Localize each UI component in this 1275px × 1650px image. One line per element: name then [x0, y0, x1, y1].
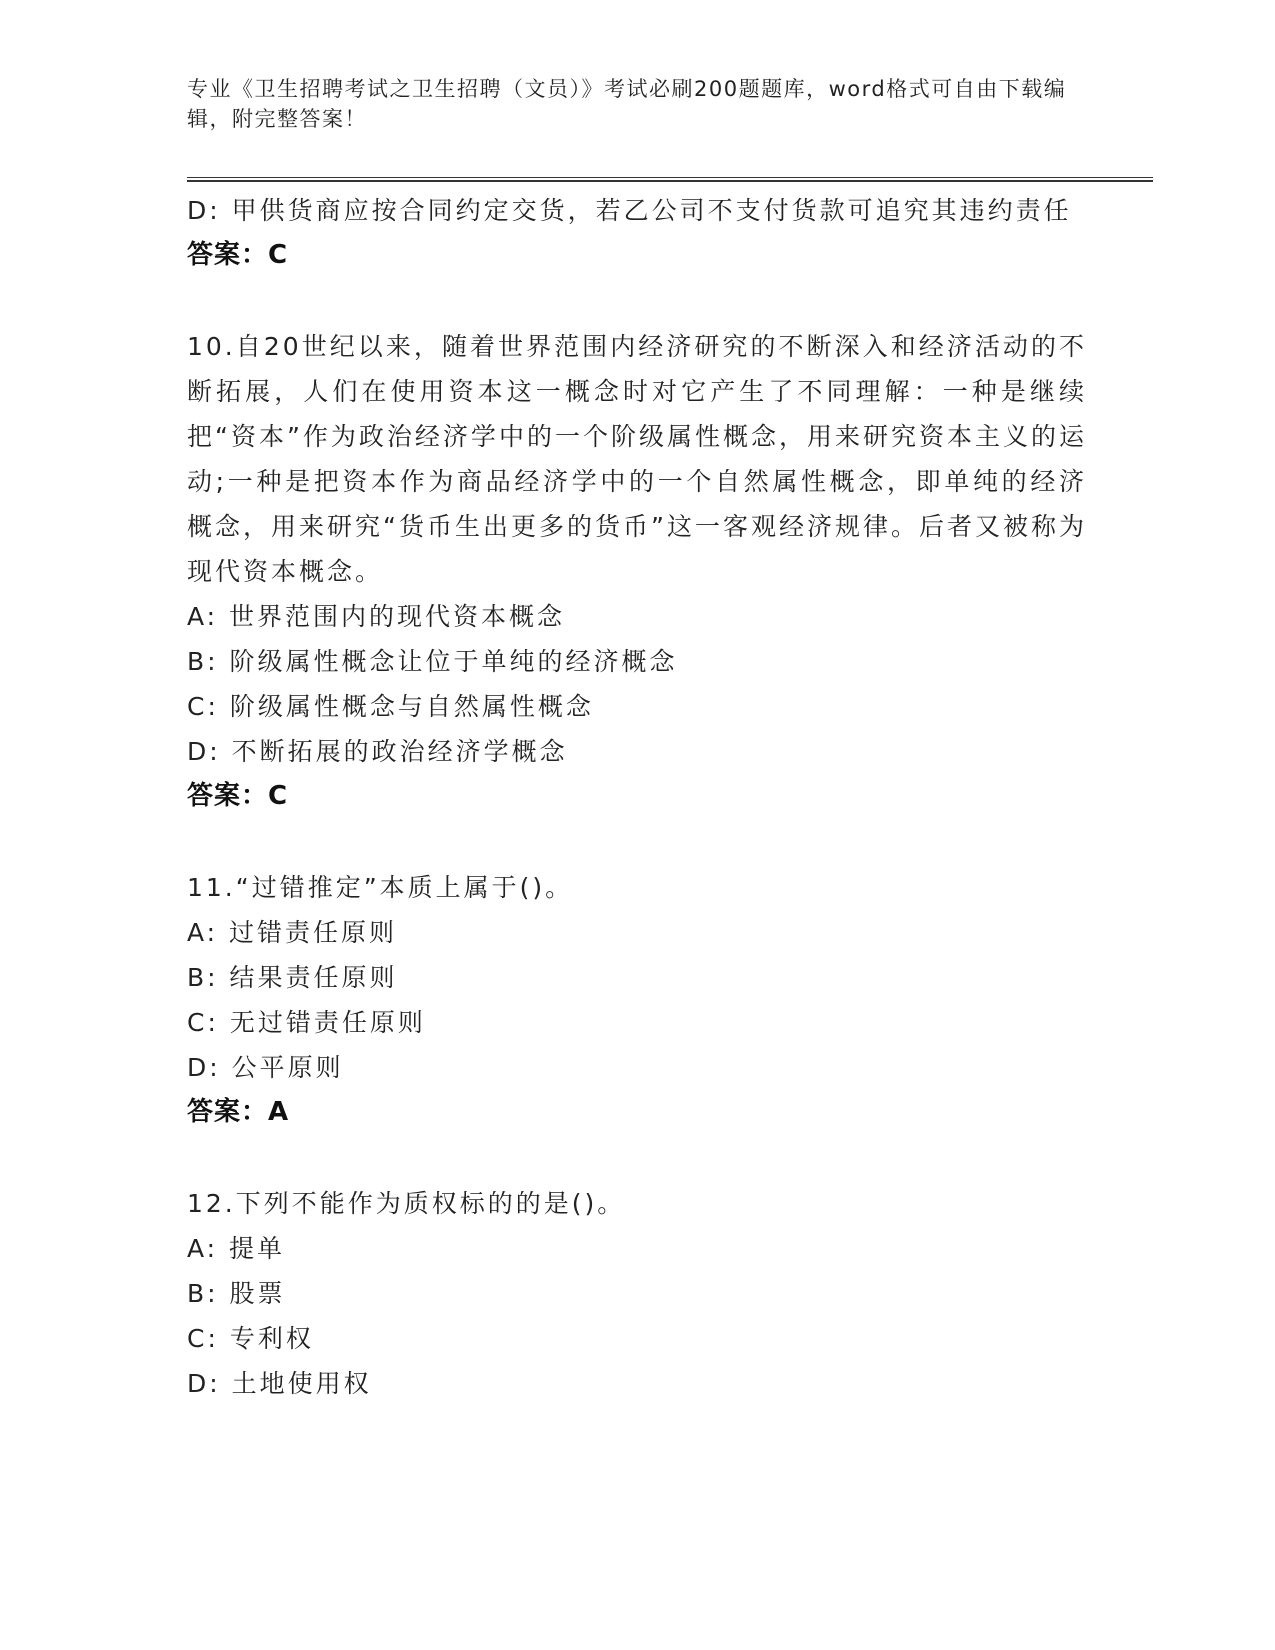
option-a: A: 世界范围内的现代资本概念	[187, 602, 566, 631]
question-12	[187, 1181, 1087, 1406]
question-10	[187, 324, 1087, 819]
option-c: C: 阶级属性概念与自然属性概念	[187, 692, 594, 721]
option-d: D: 公平原则	[187, 1053, 344, 1082]
option-b: B: 股票	[187, 1279, 286, 1308]
option-b: B: 结果责任原则	[187, 963, 398, 992]
document-header: 专业《卫生招聘考试之卫生招聘（文员）》考试必刷200题题库，word格式可自由下载编辑，附完整答案！	[187, 77, 1067, 131]
answer: 答案：A	[187, 1097, 290, 1127]
option-c: C: 无过错责任原则	[187, 1008, 426, 1037]
option-a: A: 提单	[187, 1234, 286, 1263]
option-d: D: 不断拓展的政治经济学概念	[187, 737, 568, 766]
question-list	[187, 188, 1087, 1406]
header-divider	[187, 177, 1153, 182]
answer: 答案：C	[187, 781, 289, 811]
answer: 答案：C	[187, 240, 289, 270]
question-stem: 12.下列不能作为质权标的的是()。	[187, 1189, 626, 1218]
option-d: D: 甲供货商应按合同约定交货，若乙公司不支付货款可追究其违约责任	[187, 196, 1072, 225]
option-a: A: 过错责任原则	[187, 918, 398, 947]
question-stem: 10.自20世纪以来，随着世界范围内经济研究的不断深入和经济活动的不断拓展，人们在使用资本这一概念时对它产生了不同理解：一种是继续把“资本”作为政治经济学中的一个阶级属性概念，用来研究资本主义的运动;一种是把资本作为商品经济学中的一个自然属性概念，即单纯的经济概念，用来研究“货币生出更多的货币”这一客观经济规律。后者又被称为现代资本概念。	[187, 332, 1087, 586]
option-c: C: 专利权	[187, 1324, 314, 1353]
question-9-tail	[187, 188, 1087, 278]
option-d: D: 土地使用权	[187, 1369, 372, 1398]
question-stem: 11.“过错推定”本质上属于()。	[187, 873, 574, 902]
question-11	[187, 865, 1087, 1135]
option-b: B: 阶级属性概念让位于单纯的经济概念	[187, 647, 678, 676]
